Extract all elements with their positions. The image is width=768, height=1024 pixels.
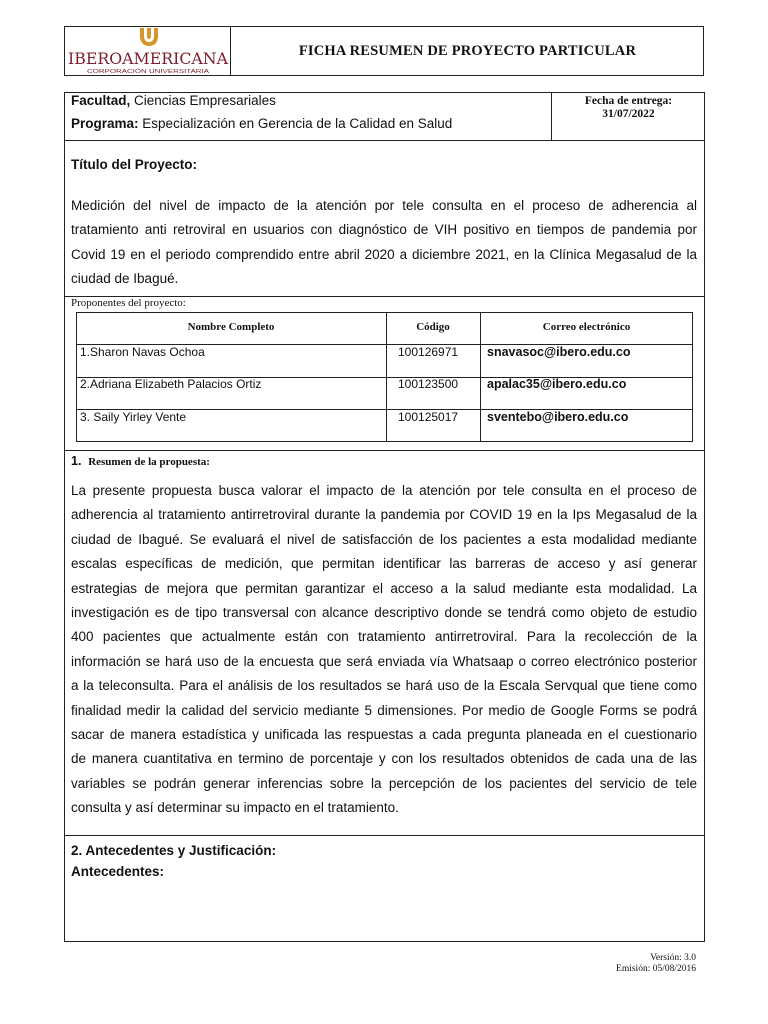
divider-info bbox=[64, 140, 705, 141]
summary-line: sacar de manera estadística y unificada las respuestas a cada pregunta planeada en el cuestionario bbox=[71, 727, 697, 743]
document-title: FICHA RESUMEN DE PROYECTO PARTICULAR bbox=[298, 42, 637, 59]
summary-heading-num: 1. bbox=[71, 454, 82, 468]
project-title-text bbox=[71, 194, 697, 292]
summary-heading bbox=[71, 453, 210, 468]
summary-line: variables se podrán generar inferencias sobre la percepción de los pacientes del servicio de tele bbox=[71, 775, 697, 791]
antecedentes-heading: 2. Antecedentes y Justificación: bbox=[71, 843, 277, 858]
programa-line bbox=[71, 116, 452, 131]
col-header-correo: Correo electrónico bbox=[542, 321, 631, 333]
logo-subtitle: CORPORACIÓN UNIVERSITARIA bbox=[87, 69, 174, 75]
summary-line: adherencia al tratamiento antirretroviral durante la pandemia por COVID 19 en la Ips Megasalud de la bbox=[71, 507, 697, 523]
row1-nombre: 1.Sharon Navas Ochoa bbox=[80, 345, 205, 359]
row1-correo: snavasoc@ibero.edu.co bbox=[487, 345, 631, 359]
title-line: ciudad de Ibagué. bbox=[71, 271, 179, 287]
programa-value: Especialización en Gerencia de la Calidad en Salud bbox=[142, 116, 453, 131]
title-line: Medición del nivel de impacto de la atención por tele consulta en el proceso de adherencia al bbox=[71, 198, 697, 213]
facultad-label: Facultad, bbox=[71, 93, 131, 108]
divider-summary bbox=[64, 835, 705, 836]
summary-line: a la teleconsulta. Para el análisis de los resultados se hará uso de la Escala Servqual que tiene como bbox=[71, 678, 697, 694]
iberoamericana-logo bbox=[66, 26, 230, 76]
summary-line: finalidad medir la calidad del servicio mediante 5 dimensiones. Por medio de Google Forms se podrá bbox=[71, 702, 697, 718]
summary-line: información se hará uso de la encuesta que será enviada vía Whatsaap o correo electrónico posterior bbox=[71, 653, 697, 669]
programa-label: Programa: bbox=[71, 116, 139, 131]
col-header-codigo: Código bbox=[416, 321, 450, 333]
row1-codigo: 100126971 bbox=[398, 345, 459, 359]
delivery-date-label: Fecha de entrega: bbox=[584, 95, 673, 107]
summary-line: ciudad de Ibagué. Se evaluará el nivel de satisfacción de los pacientes a esta modalidad mediante bbox=[71, 531, 697, 547]
row3-codigo: 100125017 bbox=[398, 410, 459, 424]
title-line: tratamiento anti retroviral en usuarios con diagnóstico de VIH positivo en tiempos de pandemia por bbox=[71, 222, 697, 238]
row2-codigo: 100123500 bbox=[398, 377, 459, 391]
summary-heading-label: Resumen de la propuesta: bbox=[88, 456, 210, 468]
row2-correo: apalac35@ibero.edu.co bbox=[487, 377, 627, 391]
delivery-date bbox=[552, 92, 705, 140]
summary-line: estrategias de mejora que permitan garantizar el acceso a la salud mediante esta modalidad. La bbox=[71, 580, 697, 596]
row3-nombre: 3. Saily Yirley Vente bbox=[80, 410, 187, 424]
facultad-line bbox=[71, 93, 276, 108]
summary-text bbox=[71, 479, 697, 821]
summary-line: La presente propuesta busca valorar el impacto de la atención por tele consulta en el proceso de bbox=[71, 483, 697, 498]
summary-line: de manera cuantitativa en termino de porcentaje y con los resultados obtenidos de cada una de las bbox=[71, 751, 697, 767]
row3-correo: sventebo@ibero.edu.co bbox=[487, 410, 629, 424]
summary-line: escalas específicas de medición, que permitan identificar las barreras de acceso y así generar bbox=[71, 556, 697, 572]
proponents-label: Proponentes del proyecto: bbox=[71, 297, 186, 309]
project-title-label: Título del Proyecto: bbox=[71, 157, 198, 172]
summary-line: consulta y así determinar su impacto en el tratamiento. bbox=[71, 800, 399, 816]
summary-line: investigación es de tipo transversal con alcance descriptivo donde se tendrá como objeto de estudio bbox=[71, 605, 697, 621]
version-footer bbox=[616, 953, 696, 975]
col-header-nombre: Nombre Completo bbox=[187, 321, 275, 333]
divider-proponents bbox=[64, 450, 705, 451]
antecedentes-subheading: Antecedentes: bbox=[71, 864, 165, 879]
delivery-date-value: 31/07/2022 bbox=[602, 108, 655, 120]
row2-nombre: 2.Adriana Elizabeth Palacios Ortiz bbox=[80, 377, 262, 391]
emission-text: Emisión: 05/08/2016 bbox=[616, 964, 696, 974]
title-line: Covid 19 en el periodo comprendido entre abril 2020 a diciembre 2021, en la Clínica Megasalud de la bbox=[71, 246, 697, 262]
version-text: Versión: 3.0 bbox=[650, 953, 696, 963]
facultad-value: Ciencias Empresariales bbox=[134, 93, 276, 108]
summary-line: 400 pacientes que actualmente están con tratamiento antirretroviral. Para la recolección de la bbox=[71, 629, 697, 645]
logo-name: IBEROAMERICANA bbox=[68, 50, 229, 68]
